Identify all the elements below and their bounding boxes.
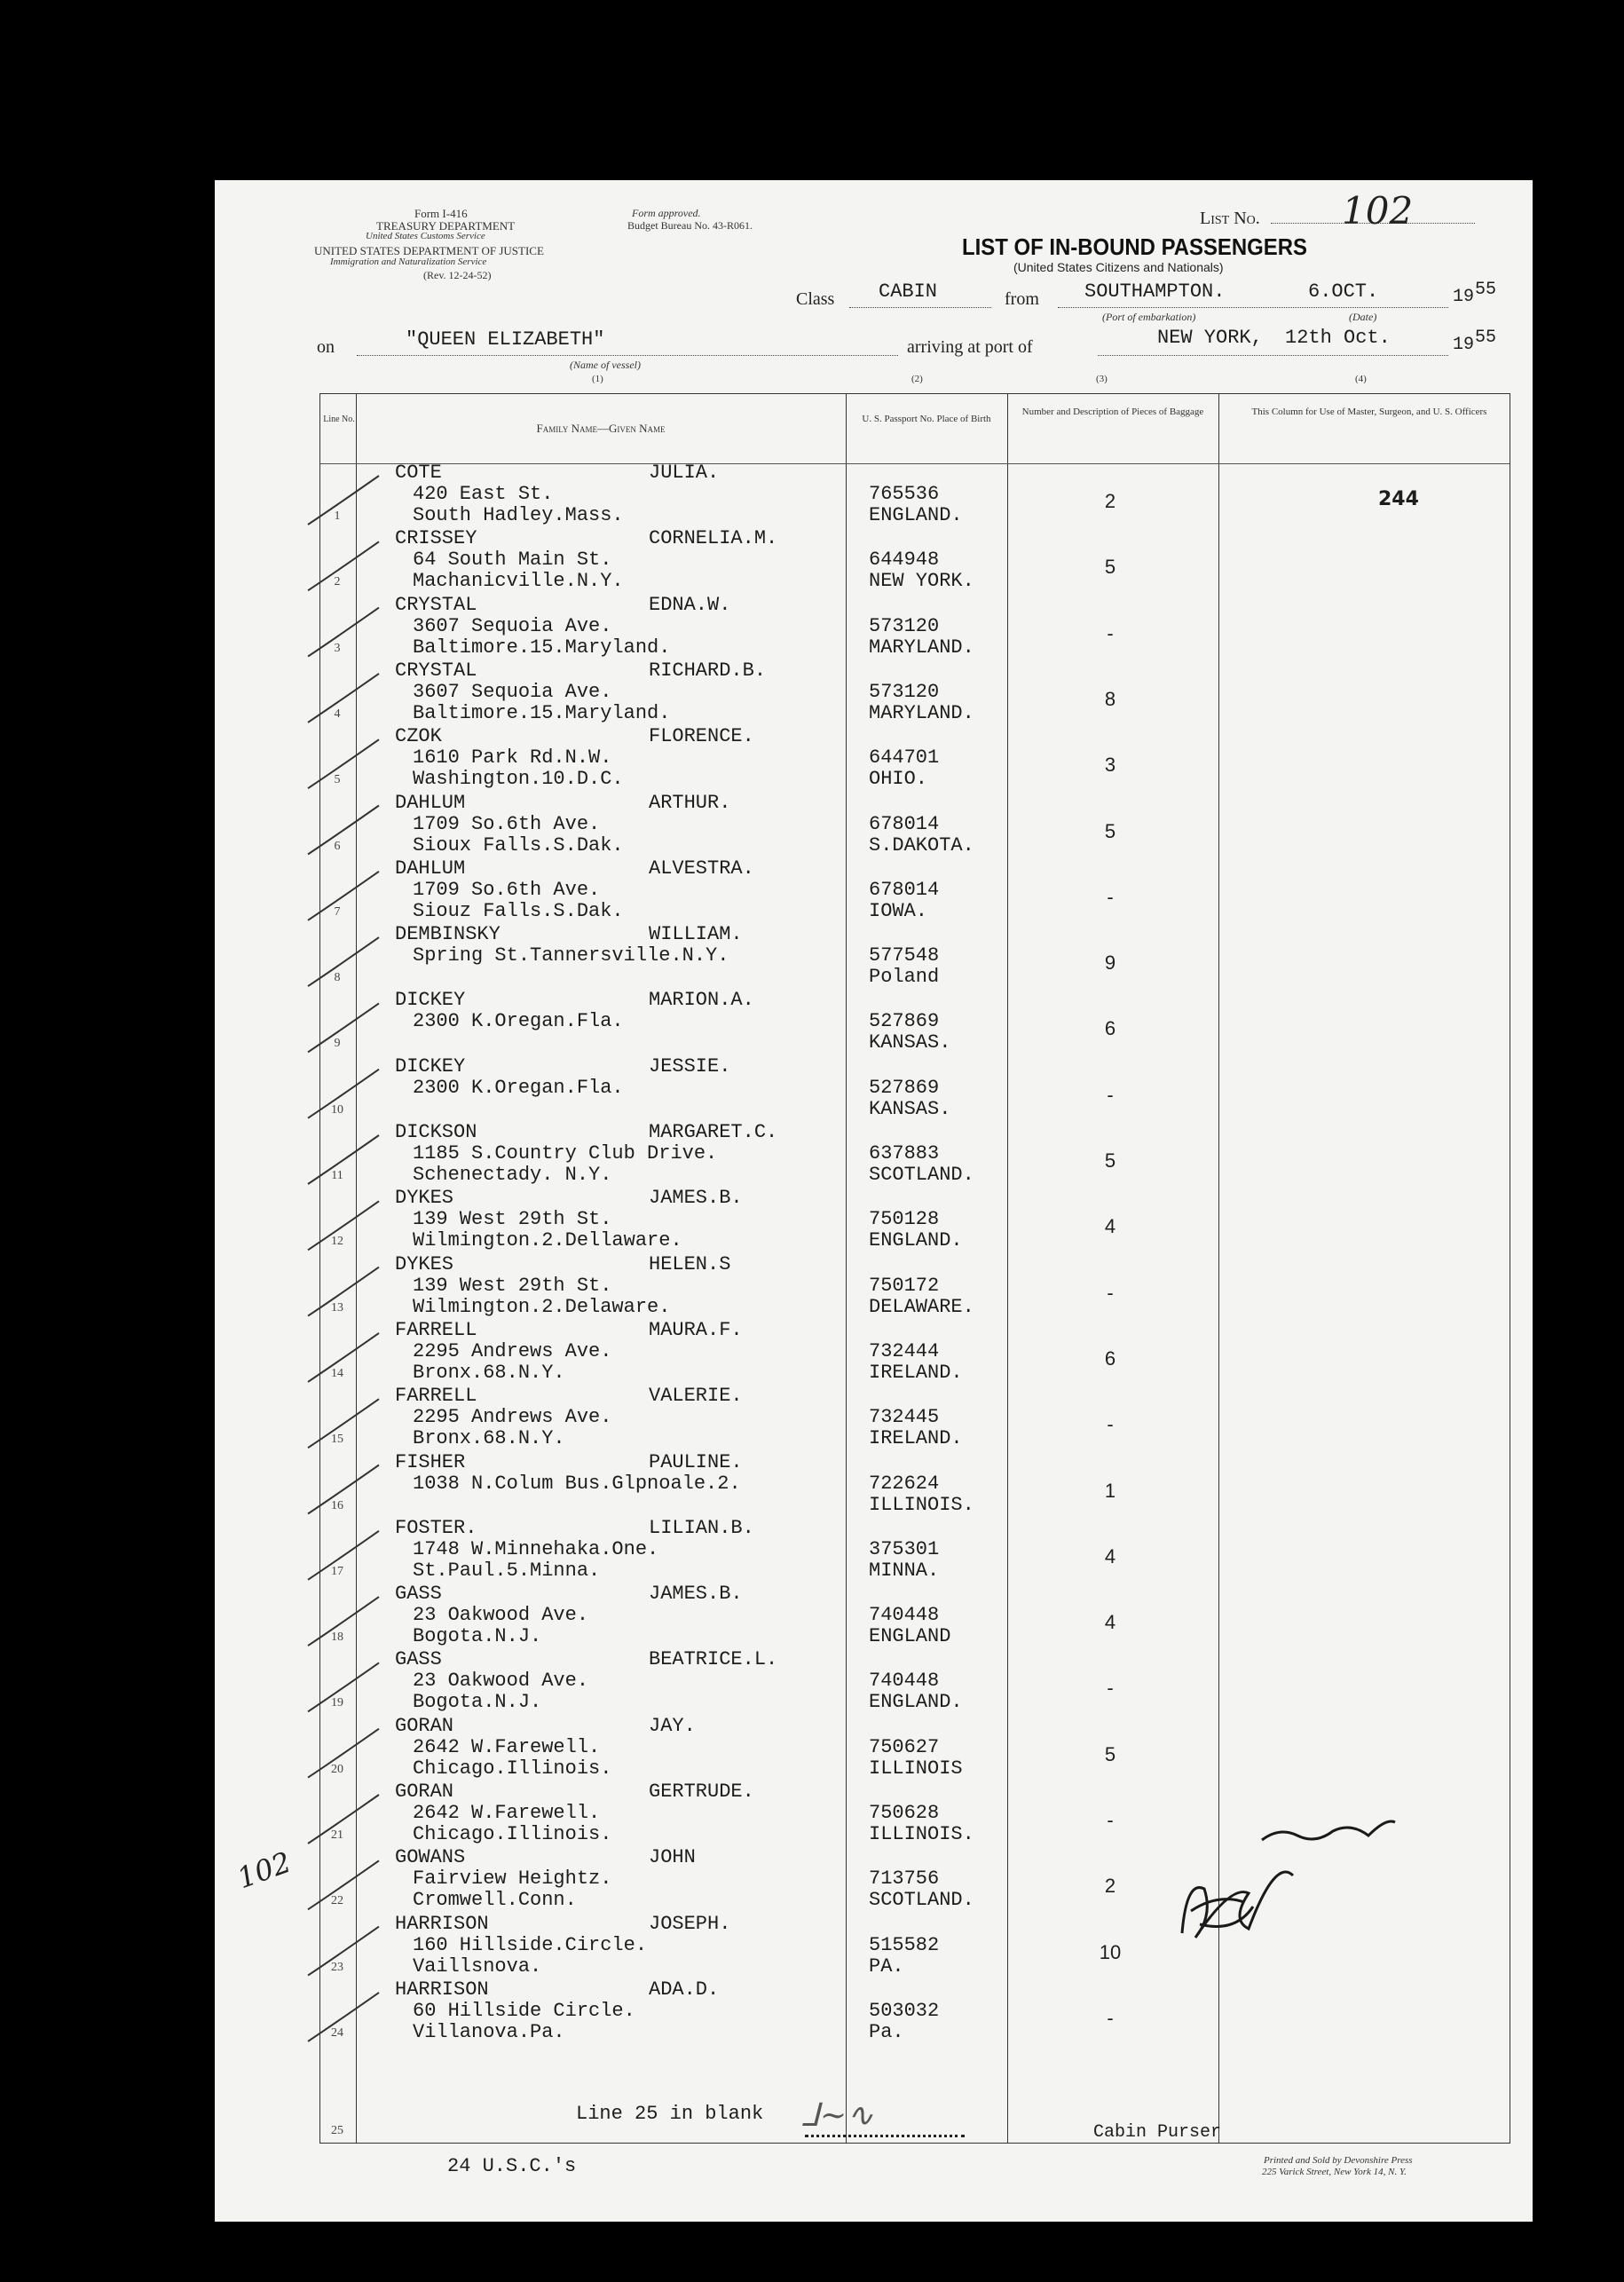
address-line-1: 1709 So.6th Ave.: [413, 878, 601, 901]
given-name: LILIAN.B.: [649, 1516, 754, 1539]
given-name: JULIA.: [649, 462, 720, 484]
passport-number: 740448: [869, 1670, 940, 1693]
given-name: JAMES.B.: [649, 1187, 743, 1210]
place-of-birth: OHIO.: [869, 768, 928, 791]
address-line-1: 1610 Park Rd.N.W.: [413, 746, 612, 770]
dept-line-2: United States Customs Service: [366, 231, 485, 241]
address-line-2: Baltimore.15.Maryland.: [413, 636, 671, 659]
place-of-birth: KANSAS.: [869, 1097, 951, 1120]
place-of-birth: Poland: [869, 966, 940, 989]
family-name: FARRELL: [395, 1318, 477, 1341]
table-row: [320, 1912, 1510, 1980]
baggage-count: 2: [1104, 490, 1116, 512]
margin-note: 102: [233, 1844, 296, 1896]
address-line-2: Wilmington.2.Dellaware.: [413, 1229, 682, 1252]
citizens-total: 24 U.S.C.'s: [447, 2155, 577, 2177]
place-of-birth: PA.: [869, 1954, 904, 1978]
passport-number: 678014: [869, 878, 940, 901]
address-line-2: Siouz Falls.S.Dak.: [413, 899, 624, 922]
place-of-birth: KANSAS.: [869, 1031, 951, 1054]
dept-line-1: TREASURY DEPARTMENT: [376, 219, 516, 233]
baggage-count: 5: [1104, 819, 1116, 842]
place-of-birth: ENGLAND: [869, 1625, 951, 1648]
given-name: JAY.: [649, 1714, 696, 1737]
form-number: Form I-416: [414, 207, 468, 220]
family-name: DICKSON: [395, 1121, 477, 1143]
line-number: 7: [334, 904, 341, 919]
baggage-count: 4: [1104, 1544, 1116, 1567]
table-row: [320, 463, 1510, 529]
family-name: CRYSTAL: [395, 593, 477, 616]
table-row: [320, 727, 1510, 793]
place-of-birth: ENGLAND.: [869, 504, 963, 526]
arrival-date: 12th Oct.: [1285, 327, 1391, 349]
family-name: DYKES: [395, 1187, 454, 1210]
address-line-1: 160 Hillside.Circle.: [413, 1933, 648, 1956]
given-name: FLORENCE.: [649, 725, 754, 748]
place-of-birth: ILLINOIS: [869, 1757, 963, 1780]
line-number: 4: [334, 707, 341, 721]
baggage-count: -: [1107, 1281, 1114, 1304]
given-name: VALERIE.: [649, 1385, 743, 1408]
table-row: [320, 1450, 1510, 1519]
given-name: PAULINE.: [649, 1450, 743, 1473]
class-line: [849, 307, 991, 308]
from-line: [1058, 307, 1448, 308]
line-number: 12: [331, 1235, 343, 1249]
col-4-number: (4): [1355, 374, 1367, 384]
table-row: [320, 1516, 1510, 1584]
passport-number: 732444: [869, 1339, 940, 1362]
table-row: [320, 529, 1510, 595]
baggage-count: -: [1107, 885, 1114, 908]
place-of-birth: ENGLAND.: [869, 1229, 963, 1252]
family-name: DEMBINSKY: [395, 923, 501, 946]
purser-line: [805, 2135, 965, 2137]
family-name: GASS: [395, 1648, 442, 1671]
place-of-birth: IOWA.: [869, 899, 928, 922]
baggage-count: 3: [1104, 754, 1116, 777]
address-line-1: 3607 Sequoia Ave.: [413, 614, 612, 637]
address-line-2: Washington.10.D.C.: [413, 768, 624, 791]
address-line-2: South Hadley.Mass.: [413, 504, 624, 526]
table-row: [320, 1123, 1510, 1188]
address-line-2: Bogota.N.J.: [413, 1691, 542, 1714]
given-name: CORNELIA.M.: [649, 527, 778, 550]
given-name: ADA.D.: [649, 1978, 720, 2001]
place-of-birth: Pa.: [869, 2020, 904, 2043]
baggage-count: 5: [1104, 556, 1116, 579]
passport-number: 573120: [869, 614, 940, 637]
family-name: DYKES: [395, 1252, 454, 1275]
budget-bureau: Budget Bureau No. 43-R061.: [627, 219, 753, 232]
passenger-table: [319, 393, 1510, 2144]
address-line-1: 139 West 29th St.: [413, 1274, 612, 1297]
given-name: WILLIAM.: [649, 923, 743, 946]
given-name: MAURA.F.: [649, 1318, 743, 1341]
table-row: [320, 1650, 1510, 1716]
table-row: [320, 1584, 1510, 1650]
place-of-birth: SCOTLAND.: [869, 1164, 974, 1186]
baggage-count: -: [1107, 2006, 1114, 2029]
address-line-1: 23 Oakwood Ave.: [413, 1604, 589, 1627]
address-line-2: Chicago.Illinois.: [413, 1823, 612, 1845]
line-number: 5: [334, 773, 341, 787]
year-prefix-2: 19: [1453, 335, 1475, 355]
table-row: [320, 1252, 1510, 1321]
passport-number: 527869: [869, 1076, 940, 1099]
address-line-1: 2300 K.Oregan.Fla.: [413, 1076, 624, 1099]
purser-title: Cabin Purser: [1093, 2122, 1222, 2143]
passport-number: 732445: [869, 1406, 940, 1429]
baggage-count: -: [1107, 1413, 1114, 1436]
address-line-1: Spring St.Tannersville.N.Y.: [413, 944, 729, 967]
header-baggage: Number and Description of Pieces of Baggage: [1021, 407, 1204, 417]
passport-number: 713756: [869, 1867, 940, 1891]
place-of-birth: ENGLAND.: [869, 1691, 963, 1714]
arriving-label: arriving at port of: [907, 337, 1033, 357]
baggage-count: -: [1107, 1083, 1114, 1106]
address-line-1: 3607 Sequoia Ave.: [413, 680, 612, 703]
given-name: HELEN.S: [649, 1252, 731, 1275]
address-line-2: Chicago.Illinois.: [413, 1757, 612, 1780]
port-embark-caption: (Port of embarkation): [1102, 311, 1196, 323]
family-name: DAHLUM: [395, 791, 466, 814]
passport-number: 527869: [869, 1010, 940, 1033]
header-passport: U. S. Passport No. Place of Birth: [862, 414, 991, 424]
arrival-port: NEW YORK,: [1157, 327, 1263, 349]
place-of-birth: NEW YORK.: [869, 570, 974, 593]
baggage-count: -: [1107, 1809, 1114, 1831]
passport-number: 644948: [869, 549, 940, 572]
baggage-count: 6: [1104, 1017, 1116, 1040]
address-line-1: 139 West 29th St.: [413, 1208, 612, 1231]
given-name: BEATRICE.L.: [649, 1648, 778, 1671]
given-name: JOHN: [649, 1846, 696, 1869]
place-of-birth: S.DAKOTA.: [869, 833, 974, 857]
address-line-1: 1709 So.6th Ave.: [413, 812, 601, 835]
blank-line-note: Line 25 in blank: [576, 2103, 764, 2125]
baggage-count: -: [1107, 1677, 1114, 1700]
printer-line-2: 225 Varick Street, New York 14, N. Y.: [1262, 2167, 1407, 2177]
line-number: 3: [334, 641, 341, 655]
col-3-number: (3): [1096, 374, 1108, 384]
given-name: ALVESTRA.: [649, 857, 754, 880]
baggage-count: 4: [1104, 1611, 1116, 1634]
form-approved: Form approved.: [632, 207, 701, 219]
header-name: Family Name—Given Name: [536, 422, 666, 435]
dept-line-3: UNITED STATES DEPARTMENT OF JUSTICE: [314, 244, 544, 257]
year-2: 55: [1475, 328, 1497, 348]
passport-number: 750628: [869, 1802, 940, 1824]
passport-number: 644701: [869, 746, 940, 770]
family-name: DICKEY: [395, 989, 466, 1012]
printer-line-1: Printed and Sold by Devonshire Press: [1264, 2155, 1413, 2166]
from-label: from: [1005, 289, 1039, 309]
place-of-birth: MARYLAND.: [869, 636, 974, 659]
family-name: GASS: [395, 1583, 442, 1606]
family-name: FARRELL: [395, 1385, 477, 1408]
place-of-birth: SCOTLAND.: [869, 1889, 974, 1912]
table-row: [320, 661, 1510, 727]
family-name: COTE: [395, 462, 442, 484]
passport-number: 740448: [869, 1604, 940, 1627]
address-line-1: 1038 N.Colum Bus.Glpnoale.2.: [413, 1472, 741, 1495]
address-line-2: Machanicville.N.Y.: [413, 570, 624, 593]
table-row: [320, 925, 1510, 991]
family-name: CRYSTAL: [395, 659, 477, 682]
year-prefix-1: 19: [1453, 287, 1475, 307]
baggage-count: 2: [1104, 1875, 1116, 1898]
address-line-1: 64 South Main St.: [413, 549, 612, 572]
baggage-count: -: [1107, 621, 1114, 644]
family-name: FISHER: [395, 1450, 466, 1473]
address-line-1: 23 Oakwood Ave.: [413, 1670, 589, 1693]
list-no-label: List No.: [1200, 209, 1260, 228]
embarkation-date: 6.OCT.: [1308, 280, 1379, 303]
list-number: 102: [1342, 189, 1414, 233]
passport-number: 515582: [869, 1933, 940, 1956]
passport-number: 765536: [869, 483, 940, 505]
line-number: 1: [334, 509, 341, 523]
place-of-birth: DELAWARE.: [869, 1295, 974, 1318]
passport-number: 750627: [869, 1735, 940, 1758]
table-row: [320, 791, 1510, 859]
address-line-1: 1748 W.Minnehaka.One.: [413, 1537, 659, 1560]
baggage-count: 6: [1104, 1346, 1116, 1370]
family-name: HARRISON: [395, 1978, 489, 2001]
line-number: 23: [331, 1960, 343, 1974]
passport-number: 637883: [869, 1142, 940, 1165]
given-name: GERTRUDE.: [649, 1781, 754, 1803]
on-label: on: [317, 337, 335, 357]
address-line-2: Baltimore.15.Maryland.: [413, 701, 671, 724]
line-number: 13: [331, 1300, 343, 1315]
address-line-2: St.Paul.5.Minna.: [413, 1559, 601, 1582]
col-1-number: (1): [592, 374, 603, 384]
line-number: 21: [331, 1828, 343, 1842]
given-name: MARION.A.: [649, 989, 754, 1012]
table-row: [320, 1782, 1510, 1848]
line-number: 19: [331, 1696, 343, 1710]
passport-number: 503032: [869, 1999, 940, 2022]
family-name: DICKEY: [395, 1054, 466, 1078]
line-number: 14: [331, 1366, 343, 1380]
family-name: CRISSEY: [395, 527, 477, 550]
line-number: 8: [334, 971, 341, 985]
address-line-1: Fairview Heightz.: [413, 1867, 612, 1891]
baggage-count: 10: [1099, 1940, 1122, 1963]
given-name: JAMES.B.: [649, 1583, 743, 1606]
line-number: 11: [331, 1169, 343, 1182]
line-number: 17: [331, 1564, 343, 1578]
class-value: CABIN: [879, 280, 938, 303]
line-number: 25: [331, 2124, 343, 2137]
address-line-1: 1185 S.Country Club Drive.: [413, 1142, 718, 1165]
dept-line-4: Immigration and Naturalization Service: [330, 257, 487, 267]
baggage-count: 5: [1104, 1149, 1116, 1172]
table-row: [320, 1848, 1510, 1914]
table-row: [320, 859, 1510, 925]
address-line-1: 2642 W.Farewell.: [413, 1802, 601, 1824]
place-of-birth: MARYLAND.: [869, 701, 974, 724]
table-row: [320, 1054, 1510, 1123]
year-1: 55: [1475, 280, 1497, 300]
line-number: 9: [334, 1037, 341, 1051]
family-name: FOSTER.: [395, 1516, 477, 1539]
line-number: 20: [331, 1762, 343, 1776]
address-line-2: Bogota.N.J.: [413, 1625, 542, 1648]
place-of-birth: ILLINOIS.: [869, 1823, 974, 1845]
line-number: 2: [334, 575, 341, 589]
address-line-2: Villanova.Pa.: [413, 2020, 565, 2043]
table-row: [320, 1188, 1510, 1254]
address-line-2: Bronx.68.N.Y.: [413, 1427, 565, 1450]
address-line-2: Bronx.68.N.Y.: [413, 1361, 565, 1384]
address-line-2: Schenectady. N.Y.: [413, 1164, 612, 1186]
place-of-birth: IRELAND.: [869, 1427, 963, 1450]
address-line-1: 2295 Andrews Ave.: [413, 1406, 612, 1429]
passport-number: 573120: [869, 680, 940, 703]
baggage-count: 9: [1104, 951, 1116, 975]
family-name: DAHLUM: [395, 857, 466, 880]
given-name: EDNA.W.: [649, 593, 731, 616]
family-name: GOWANS: [395, 1846, 466, 1869]
manifest-page: [215, 180, 1533, 2222]
purser-signature: ᒧ∼∿: [800, 2097, 874, 2134]
family-name: GORAN: [395, 1781, 454, 1803]
place-of-birth: IRELAND.: [869, 1361, 963, 1384]
baggage-count: 5: [1104, 1742, 1116, 1765]
passport-number: 750172: [869, 1274, 940, 1297]
class-label: Class: [796, 289, 835, 309]
table-row: [320, 593, 1510, 661]
given-name: JESSIE.: [649, 1054, 731, 1078]
address-line-1: 2295 Andrews Ave.: [413, 1339, 612, 1362]
document-subtitle: (United States Citizens and Nationals): [1013, 260, 1224, 274]
vessel-line: [357, 355, 898, 356]
family-name: CZOK: [395, 725, 442, 748]
address-line-1: 2300 K.Oregan.Fla.: [413, 1010, 624, 1033]
table-row: [320, 991, 1510, 1056]
line-number: 16: [331, 1498, 343, 1512]
family-name: GORAN: [395, 1714, 454, 1737]
header-line-no: Line No.: [323, 415, 355, 424]
table-row: [320, 1714, 1510, 1782]
date-caption: (Date): [1349, 311, 1377, 323]
vessel-name: "QUEEN ELIZABETH": [406, 328, 605, 351]
address-line-2: Vaillsnova.: [413, 1954, 542, 1978]
document-title: LIST OF IN-BOUND PASSENGERS: [962, 233, 1307, 260]
line-number: 10: [331, 1102, 343, 1117]
officer-note: 244: [1378, 488, 1419, 510]
given-name: JOSEPH.: [649, 1912, 731, 1935]
family-name: HARRISON: [395, 1912, 489, 1935]
address-line-2: Wilmington.2.Delaware.: [413, 1295, 671, 1318]
passport-number: 577548: [869, 944, 940, 967]
line-number: 18: [331, 1631, 343, 1645]
port-of-embarkation: SOUTHAMPTON.: [1084, 280, 1226, 303]
baggage-count: 8: [1104, 687, 1116, 710]
address-line-2: Sioux Falls.S.Dak.: [413, 833, 624, 857]
line-number: 24: [331, 2025, 343, 2040]
line-number: 15: [331, 1433, 343, 1447]
table-row: [320, 1980, 1510, 2046]
given-name: MARGARET.C.: [649, 1121, 778, 1143]
place-of-birth: ILLINOIS.: [869, 1493, 974, 1516]
place-of-birth: MINNA.: [869, 1559, 940, 1582]
revision: (Rev. 12-24-52): [423, 269, 492, 281]
given-name: ARTHUR.: [649, 791, 731, 814]
passport-number: 750128: [869, 1208, 940, 1231]
address-line-1: 420 East St.: [413, 483, 554, 505]
vessel-caption: (Name of vessel): [570, 359, 641, 371]
address-line-1: 2642 W.Farewell.: [413, 1735, 601, 1758]
line-number: 6: [334, 839, 341, 853]
header-officers: This Column for Use of Master, Surgeon, and U. S. Officers: [1251, 407, 1487, 417]
col-2-number: (2): [911, 374, 923, 384]
baggage-count: 1: [1104, 1479, 1116, 1502]
table-row: [320, 1318, 1510, 1386]
address-line-2: Cromwell.Conn.: [413, 1889, 577, 1912]
table-row: [320, 1386, 1510, 1452]
passport-number: 375301: [869, 1537, 940, 1560]
arrival-line: [1098, 355, 1448, 356]
address-line-1: 60 Hillside Circle.: [413, 1999, 635, 2022]
baggage-count: 4: [1104, 1215, 1116, 1238]
passport-number: 722624: [869, 1472, 940, 1495]
given-name: RICHARD.B.: [649, 659, 767, 682]
line-number: 22: [331, 1894, 343, 1908]
passport-number: 678014: [869, 812, 940, 835]
